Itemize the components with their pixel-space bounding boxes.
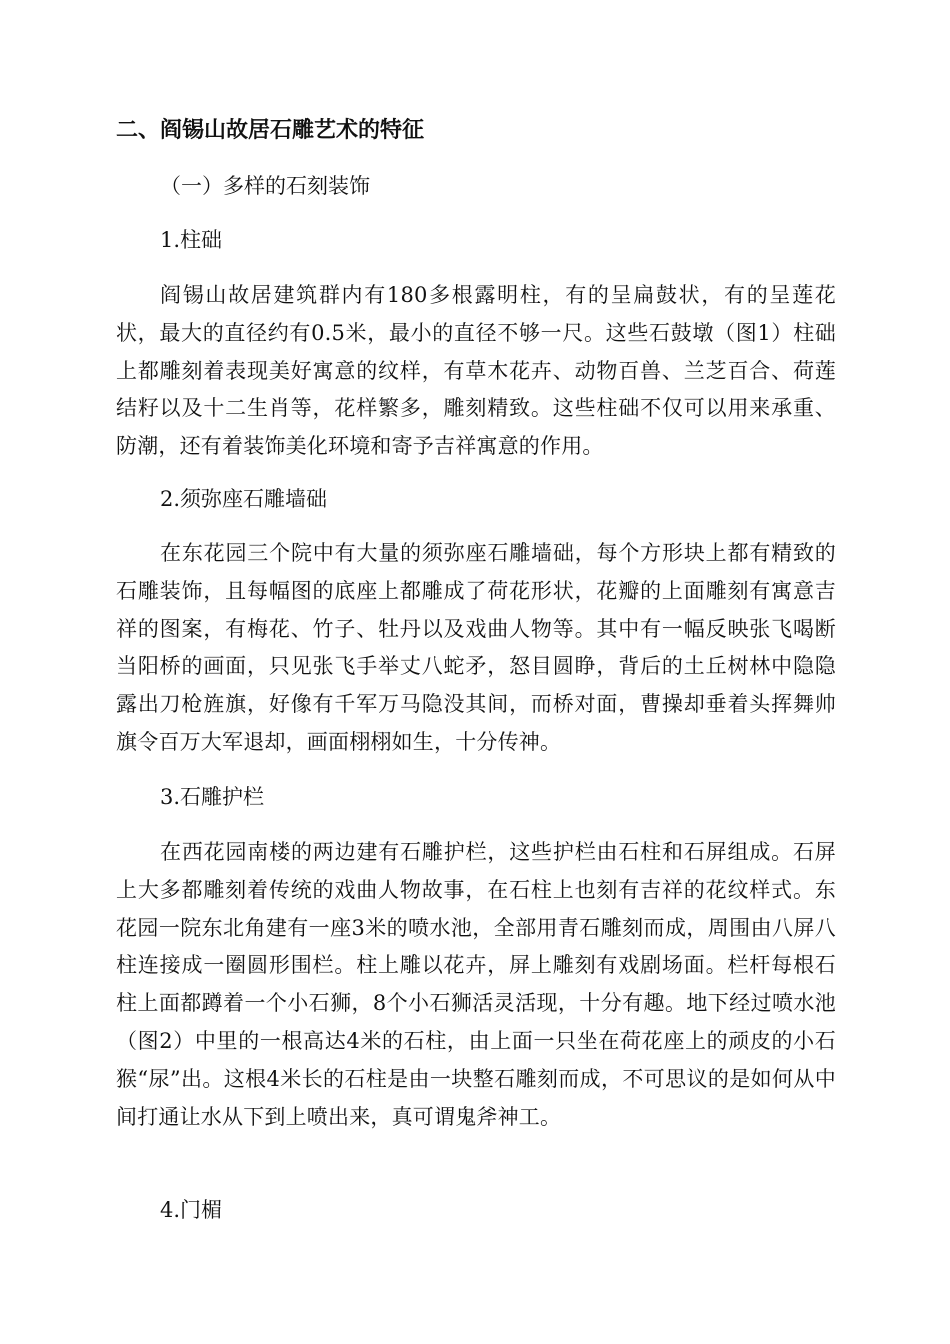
subsection-heading: （一）多样的石刻装饰 — [160, 174, 370, 198]
section-title: 二、阎锡山故居石雕艺术的特征 — [116, 118, 425, 143]
item-heading-1: 1.柱础 — [160, 228, 223, 252]
item-heading-4: 4.门楣 — [160, 1198, 223, 1222]
item-heading-3: 3.石雕护栏 — [160, 785, 265, 809]
item-heading-2: 2.须弥座石雕墙础 — [160, 487, 328, 511]
paragraph-3: 在西花园南楼的两边建有石雕护栏，这些护栏由石柱和石屏组成。石屏上大多都雕刻着传统的戏曲人物故事，在石柱上也刻有吉祥的花纹样式。东花园一院东北角建有一座3米的喷水池，全部用青石雕刻而成，周围由八屏八柱连接成一圈圆形围栏。柱上雕以花卉，屏上雕刻有戏剧场面。栏杆每根石柱上面都蹲着一个小石狮，8个小石狮活灵活现，十分有趣。地下经过喷水池（图2）中里的一根高达4米的石柱，由上面一只坐在荷花座上的顽皮的小石猴“尿”出。这根4米长的石柱是由一块整石雕刻而成，不可思议的是如何从中间打通让水从下到上喷出来，真可谓鬼斧神工。 — [116, 840, 836, 1129]
paragraph-2: 在东花园三个院中有大量的须弥座石雕墙础，每个方形块上都有精致的石雕装饰，且每幅图的底座上都雕成了荷花形状，花瓣的上面雕刻有寓意吉祥的图案，有梅花、竹子、牡丹以及戏曲人物等。其中有一幅反映张飞喝断当阳桥的画面，只见张飞手举丈八蛇矛，怒目圆睁，背后的土丘树林中隐隐露出刀枪旌旗，好像有千军万马隐没其间，而桥对面，曹操却垂着头挥舞帅旗令百万大军退却，画面栩栩如生，十分传神。 — [116, 541, 836, 754]
paragraph-1: 阎锡山故居建筑群内有180多根露明柱，有的呈扁鼓状，有的呈莲花状，最大的直径约有0.5米，最小的直径不够一尺。这些石鼓墩（图1）柱础上都雕刻着表现美好寓意的纹样，有草木花卉、动物百兽、兰芝百合、荷莲结籽以及十二生肖等，花样繁多，雕刻精致。这些柱础不仅可以用来承重、防潮，还有着装饰美化环境和寄予吉祥寓意的作用。 — [116, 283, 836, 459]
